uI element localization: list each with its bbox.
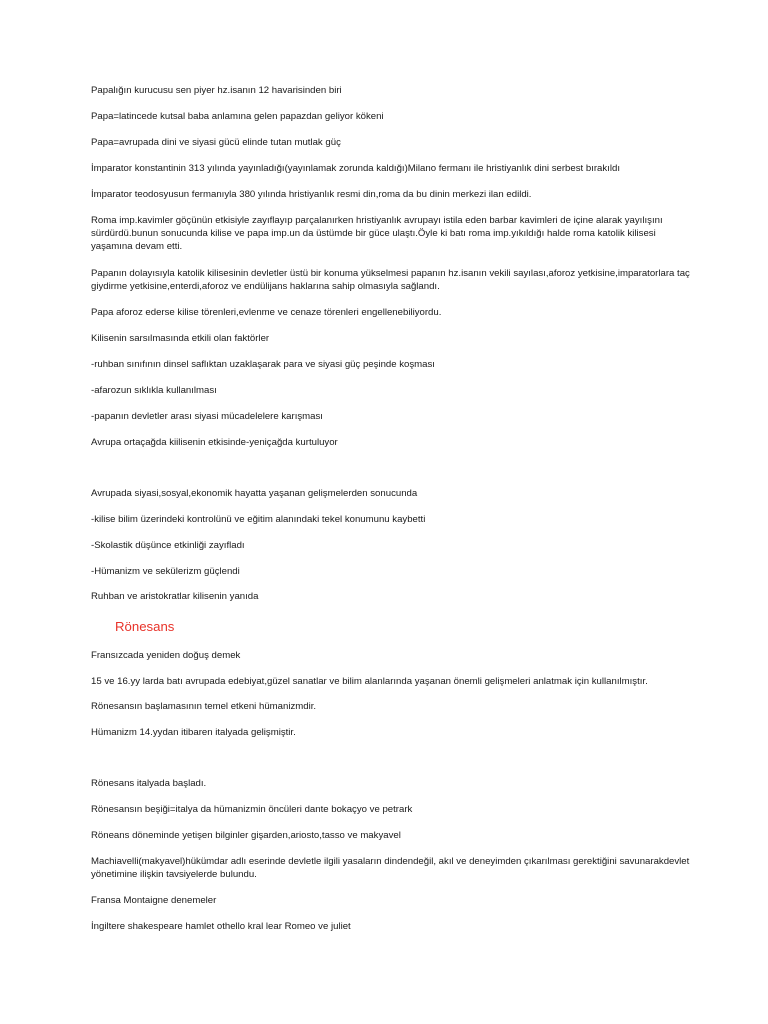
list-item: -ruhban sınıfının dinsel saflıktan uzaklaşarak para ve siyasi güç peşinde koşması — [91, 359, 435, 370]
list-item: -afarozun sıklıkla kullanılması — [91, 385, 217, 396]
paragraph: Rönesans italyada başladı. — [91, 778, 207, 789]
paragraph: Rönesansın beşiği=italya da hümanizmin öncüleri dante bokaçyo ve petrark — [91, 804, 413, 815]
list-item: -kilise bilim üzerindeki kontrolünü ve eğitim alanındaki tekel konumunu kaybetti — [91, 514, 426, 525]
paragraph: Avrupa ortaçağda kiilisenin etkisinde-yeniçağda kurtuluyor — [91, 437, 338, 448]
paragraph: Papanın dolayısıyla katolik kilisesinin devletler üstü bir konuma yükselmesi papanın hz.isanın vekili sayılası,aforoz yetkisine,imparatorlara taç giydirme yetkisine,enterdi,aforoz ve endülijans haklarına sahip olmasıyla sağlandı. — [91, 268, 690, 293]
paragraph: İmparator teodosyusun fermanıyla 380 yılında hristiyanlık resmi din,roma da bu dinin merkezi ilan edildi. — [91, 189, 532, 200]
paragraph: Röneans döneminde yetişen bilginler gişarden,ariosto,tasso ve makyavel — [91, 830, 401, 841]
paragraph: Papa aforoz ederse kilise törenleri,evlenme ve cenaze törenleri engellenebiliyordu. — [91, 307, 442, 318]
paragraph: Roma imp.kavimler göçünün etkisiyle zayıflayıp parçalanırken hristiyanlık avrupayı istila eden barbar kavimleri de içine alarak yayılışını sürdürdü.bunun sonucunda kilise ve papa imp.un da üstümde bir güce ulaştı.Öyle ki batı roma imp.yıkıldığı halde roma katolik kilisesi yaşamına devam etti. — [91, 215, 663, 253]
paragraph: Papalığın kurucusu sen piyer hz.isanın 12 havarisinden biri — [91, 85, 342, 96]
paragraph: İngiltere shakespeare hamlet othello kral lear Romeo ve juliet — [91, 921, 351, 932]
paragraph: Avrupada siyasi,sosyal,ekonomik hayatta yaşanan gelişmelerden sonucunda — [91, 488, 418, 499]
paragraph: Machiavelli(makyavel)hükümdar adlı eserinde devletle ilgili yasaların dindendeğil, akıl ve deneyimden çıkarılması gerektiğini savunarakdevlet yönetimine ilişkin tavsiyelerde bulundu. — [91, 856, 690, 881]
paragraph: Papa=avrupada dini ve siyasi gücü elinde tutan mutlak güç — [91, 137, 341, 148]
paragraph: Fransızcada yeniden doğuş demek — [91, 650, 241, 661]
paragraph: Hümanizm 14.yydan itibaren italyada gelişmiştir. — [91, 727, 296, 738]
paragraph: 15 ve 16.yy larda batı avrupada edebiyat,güzel sanatlar ve bilim alanlarında yaşanan önemli gelişmeleri anlatmak için kullanılmıştır. — [91, 676, 648, 687]
paragraph: Rönesansın başlamasının temel etkeni hümanizmdir. — [91, 701, 317, 712]
paragraph: Fransa Montaigne denemeler — [91, 895, 217, 906]
list-item: -Hümanizm ve sekülerizm güçlendi — [91, 566, 240, 577]
paragraph: Kilisenin sarsılmasında etkili olan faktörler — [91, 333, 270, 344]
list-item: -Skolastik düşünce etkinliği zayıfladı — [91, 540, 245, 551]
paragraph: Ruhban ve aristokratlar kilisenin yanıda — [91, 591, 259, 602]
paragraph: Papa=latincede kutsal baba anlamına gelen papazdan geliyor kökeni — [91, 111, 384, 122]
section-heading: Rönesans — [115, 619, 175, 634]
list-item: -papanın devletler arası siyasi mücadelelere karışması — [91, 411, 323, 422]
paragraph: İmparator konstantinin 313 yılında yayınladığı(yayınlamak zorunda kaldığı)Milano fermanı ile hristiyanlık dini serbest bırakıldı — [91, 163, 620, 174]
